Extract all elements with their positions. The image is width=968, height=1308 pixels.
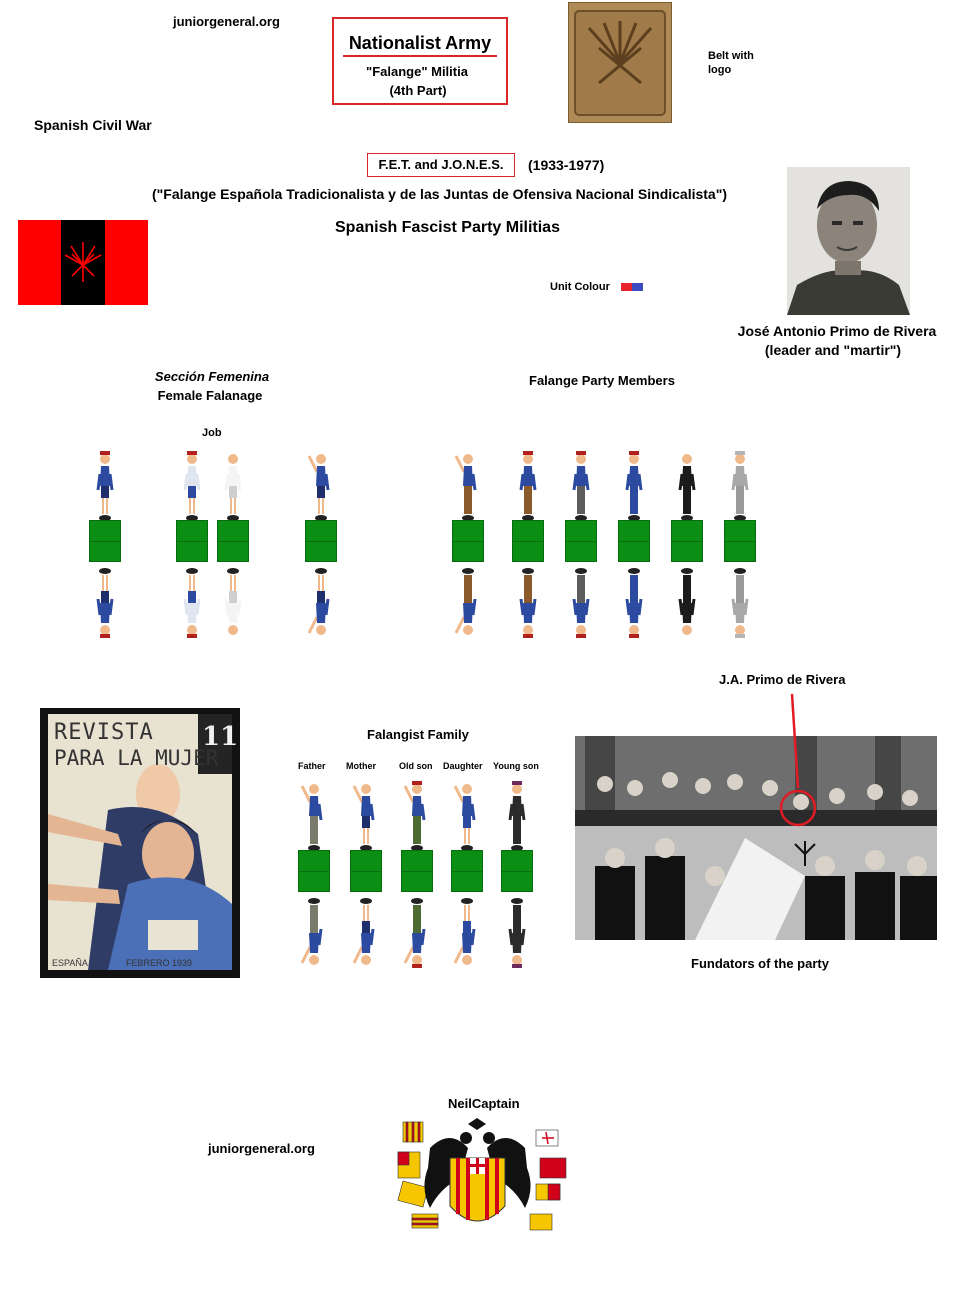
poster-number: 11 [202, 722, 239, 752]
female-member-figure-reverse [92, 562, 118, 639]
member-saluting-base [452, 520, 484, 562]
leader-portrait [787, 167, 910, 315]
family-label: Old son [399, 761, 433, 771]
female-member-base [89, 520, 121, 562]
member-saluting-figure-reverse [455, 562, 481, 639]
member-grey-suit-figure [727, 450, 753, 527]
family-mother-figure-reverse [353, 892, 379, 969]
member-black-suit-figure-reverse [674, 562, 700, 639]
group-photo-caption: Fundators of the party [691, 956, 829, 971]
poster-title-line2: PARA LA MUJER [54, 746, 219, 770]
poster-footer-right: FEBRERO 1939 [126, 958, 193, 968]
party-members-title: Falange Party Members [529, 373, 675, 388]
belt-buckle-image [568, 2, 672, 123]
member-blue-figure-reverse [621, 562, 647, 639]
member-grey-figure [568, 450, 594, 527]
female-member-figure [92, 450, 118, 527]
family-young-son-figure-reverse [504, 892, 530, 969]
member-grey-figure-reverse [568, 562, 594, 639]
family-label: Father [298, 761, 326, 771]
member-blue-base [618, 520, 650, 562]
female-section-title: Sección Femenina [154, 369, 270, 384]
family-title: Falangist Family [367, 727, 469, 742]
party-fullname: ("Falange Española Tradicionalista y de las Juntas de Ofensiva Nacional Sindicalista") [152, 186, 728, 202]
party-acronym: F.E.T. and J.O.N.E.S. [378, 157, 504, 172]
family-daughter-figure [454, 780, 480, 857]
female-saluting-figure [308, 450, 334, 527]
member-brown-figure-reverse [515, 562, 541, 639]
site-name-bottom: juniorgeneral.org [208, 1141, 315, 1156]
member-brown-figure [515, 450, 541, 527]
job-label: Job [202, 427, 222, 439]
member-blue-figure [621, 450, 647, 527]
female-nurse-2-figure-reverse [220, 562, 246, 639]
family-label: Young son [493, 761, 539, 771]
female-nurse-2-figure [220, 450, 246, 527]
family-young-son-base [501, 850, 533, 892]
group-photo-pointer-label: J.A. Primo de Rivera [719, 672, 846, 687]
conflict-label: Spanish Civil War [34, 117, 152, 133]
family-mother-figure [353, 780, 379, 857]
female-saluting-figure-reverse [308, 562, 334, 639]
family-father-figure [301, 780, 327, 857]
group-photo [575, 736, 937, 940]
poster-title-line1: REVISTA [54, 720, 154, 745]
leader-note: (leader and "martir") [764, 342, 902, 358]
member-grey-base [565, 520, 597, 562]
poster-footer-left: ESPAÑA [52, 958, 88, 968]
leader-name: José Antonio Primo de Rivera [737, 323, 937, 339]
site-name-top: juniorgeneral.org [173, 14, 280, 29]
female-saluting-base [305, 520, 337, 562]
family-father-base [298, 850, 330, 892]
unit-colour-label: Unit Colour [550, 281, 610, 293]
member-brown-base [512, 520, 544, 562]
page-part: (4th Part) [389, 83, 447, 98]
family-father-figure-reverse [301, 892, 327, 969]
party-years: (1933-1977) [528, 157, 605, 173]
female-section-subtitle: Female Falanage [157, 388, 263, 403]
family-old-son-base [401, 850, 433, 892]
family-daughter-figure-reverse [454, 892, 480, 969]
member-grey-suit-figure-reverse [727, 562, 753, 639]
female-nurse-1-base [176, 520, 208, 562]
family-old-son-figure [404, 780, 430, 857]
member-saluting-figure [455, 450, 481, 527]
family-young-son-figure [504, 780, 530, 857]
author-name: NeilCaptain [448, 1096, 520, 1111]
female-nurse-1-figure [179, 450, 205, 527]
family-label: Daughter [443, 761, 483, 771]
coat-of-arms [390, 1118, 565, 1240]
family-daughter-base [451, 850, 483, 892]
pointer-arrow [770, 690, 830, 830]
revista-poster [40, 708, 240, 978]
title-underline [343, 55, 497, 57]
belt-caption: Belt with logo [708, 50, 754, 76]
family-old-son-figure-reverse [404, 892, 430, 969]
falange-flag [18, 220, 148, 305]
member-black-suit-base [671, 520, 703, 562]
family-label: Mother [346, 761, 376, 771]
unit-colour-swatch [621, 283, 643, 291]
member-grey-suit-base [724, 520, 756, 562]
female-nurse-1-figure-reverse [179, 562, 205, 639]
female-nurse-2-base [217, 520, 249, 562]
page-title: Nationalist Army [348, 33, 492, 53]
member-black-suit-figure [674, 450, 700, 527]
page-subtitle: "Falange" Militia [366, 64, 468, 79]
family-mother-base [350, 850, 382, 892]
militia-subtitle: Spanish Fascist Party Militias [335, 219, 560, 236]
